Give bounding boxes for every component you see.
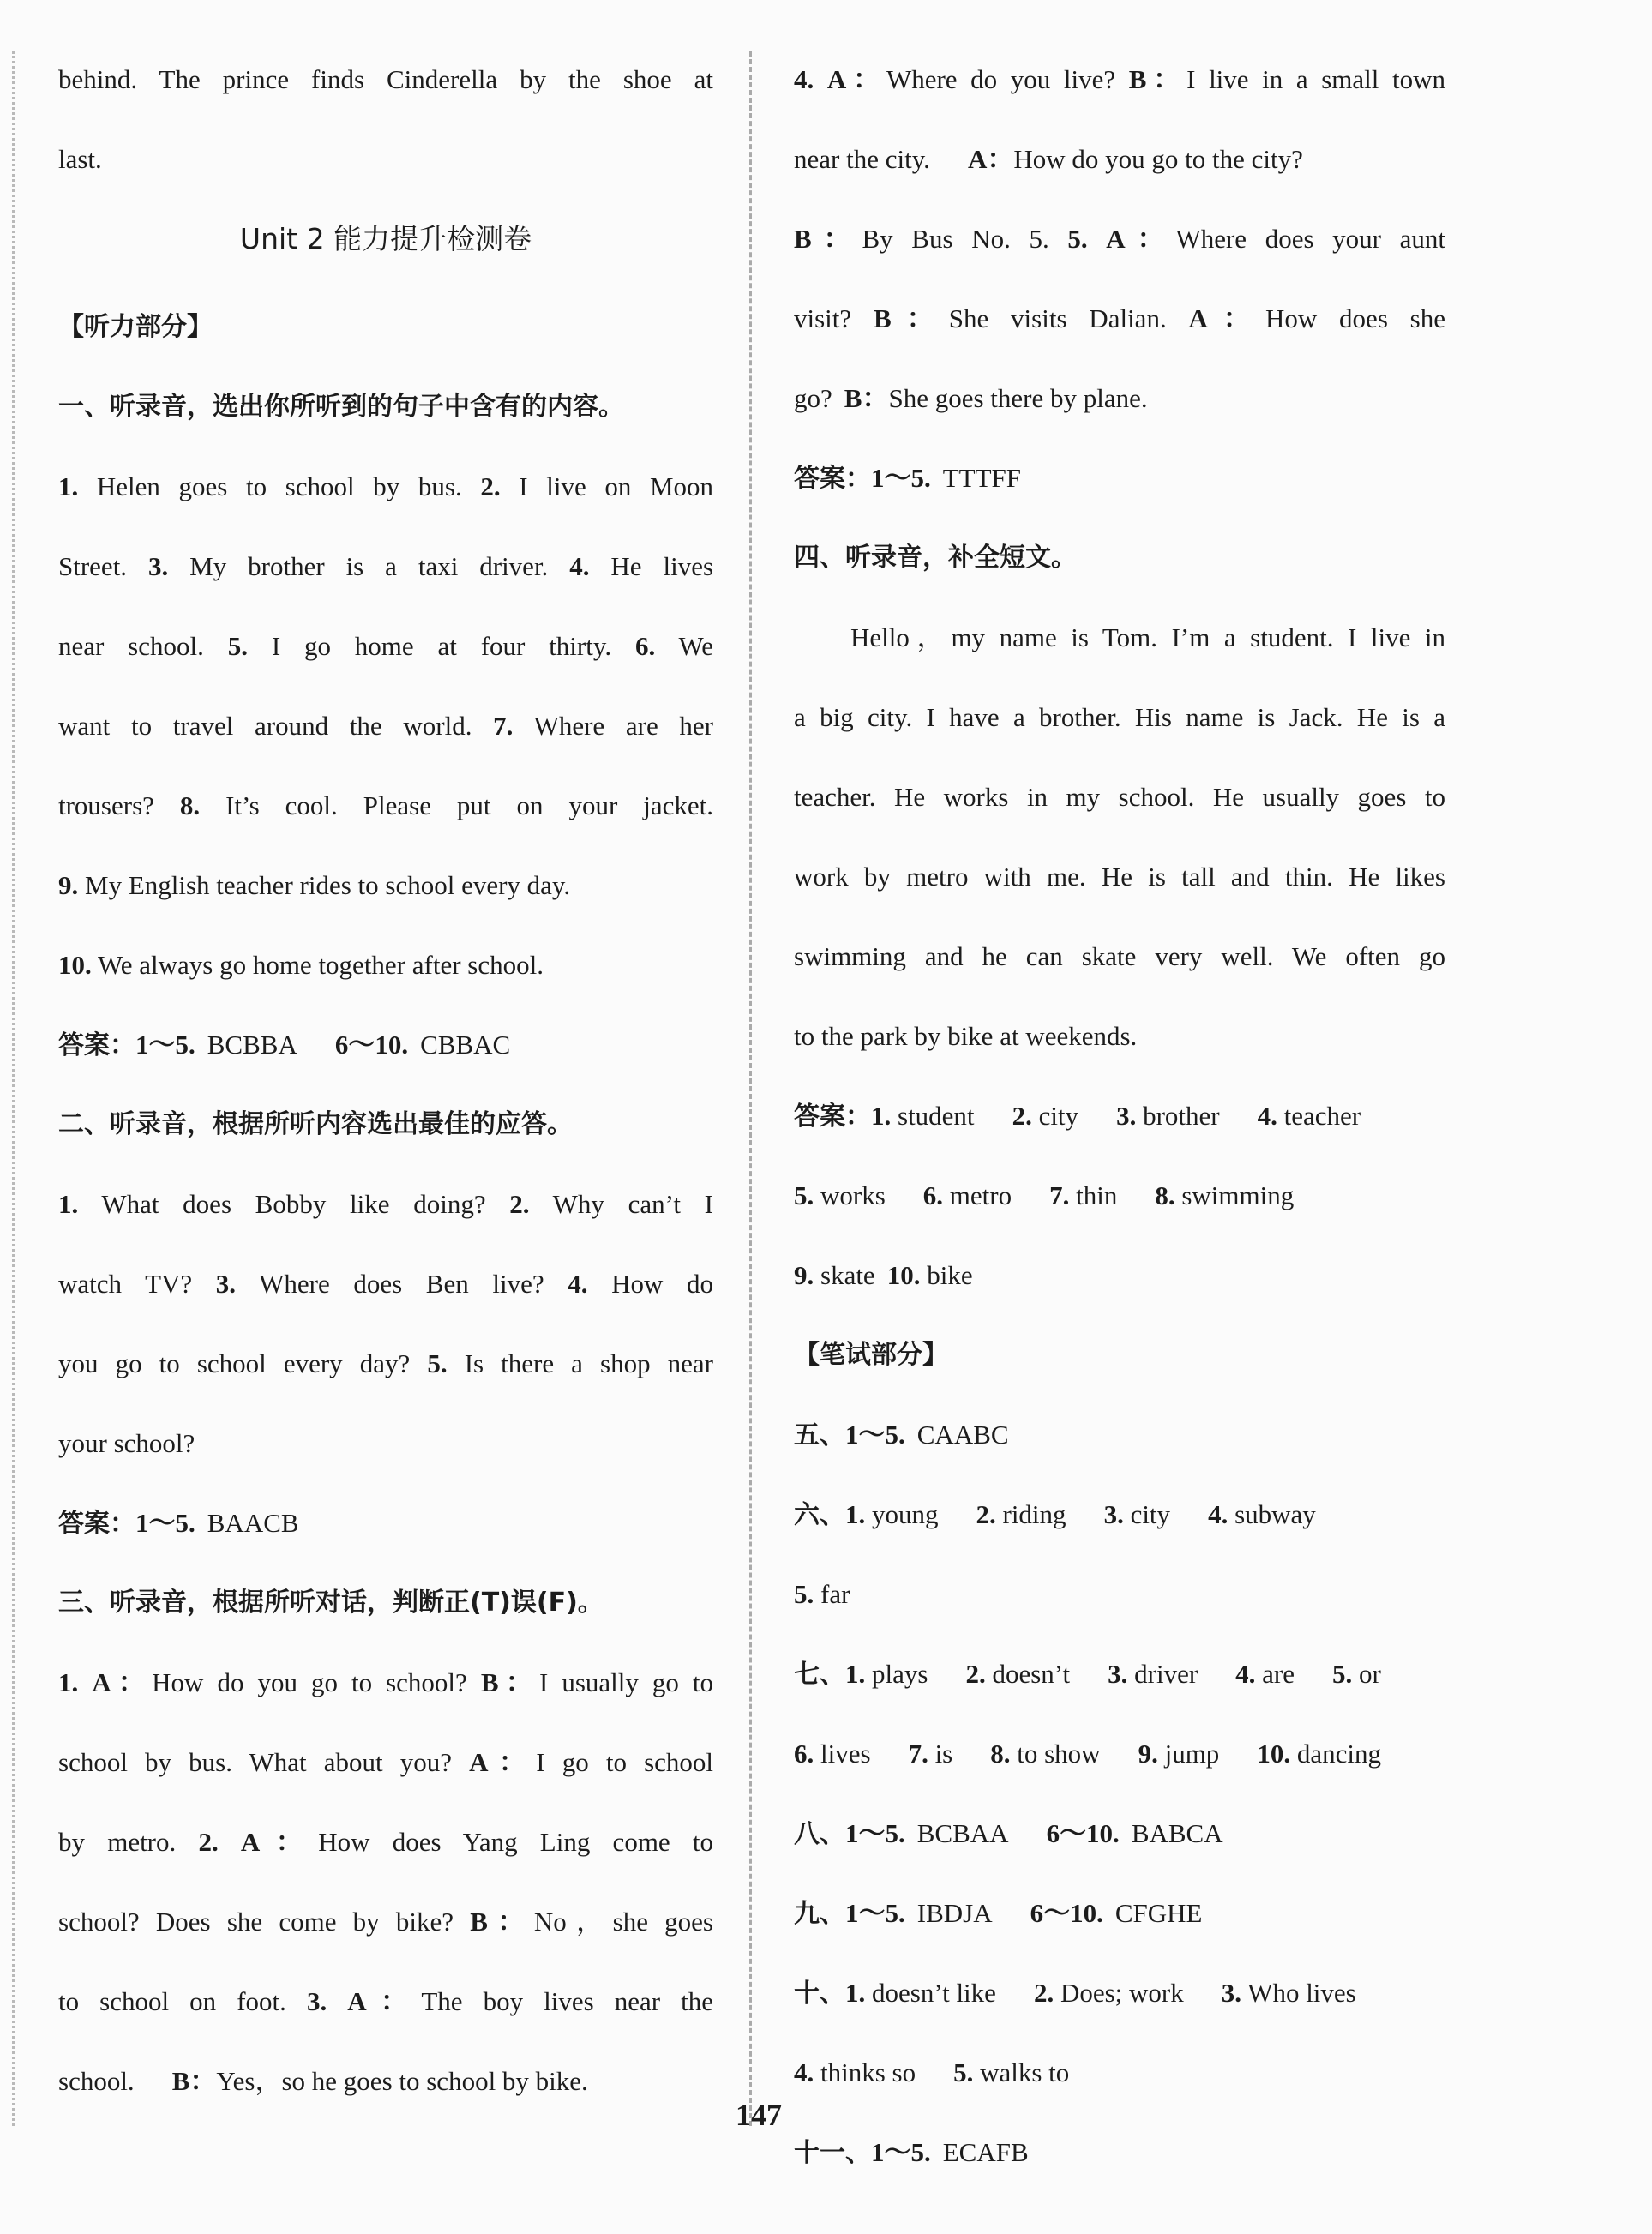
text-line: B：By Bus No. 5. 5. A：Where does your aunt	[794, 224, 1446, 254]
text-line: visit? B：She visits Dalian. A：How does she	[794, 303, 1445, 333]
answer-line: 答案：1～5. BAACB	[58, 1508, 299, 1539]
section-9-answers: 九、1～5. IBDJA 6～10. CFGHE	[794, 1898, 1203, 1929]
text-line: school. B：Yes，so he goes to school by bike.	[58, 2066, 588, 2096]
section-7-answers: 6. lives 7. is 8. to show 9. jump 10. dancing	[794, 1739, 1381, 1769]
section-title: 三、听录音，根据所听对话，判断正(T)误(F)。	[58, 1588, 604, 1618]
continued-text-line: last.	[58, 144, 102, 174]
text-line: near school. 5. I go home at four thirty. 6. We	[58, 631, 714, 661]
answer-line: 答案：1～5. TTTFF	[794, 463, 1022, 494]
section-3-continued	[794, 62, 1445, 540]
section-10-answers: 4. thinks so 5. walks to	[794, 2057, 1070, 2087]
answer-line: 答案：1～5. BCBBA 6～10. CBBAC	[58, 1030, 511, 1060]
section-7-answers: 七、1. plays 2. doesn’t 3. driver 4. are 5. or	[794, 1659, 1381, 1690]
section-6-answers: 六、1. young 2. riding 3. city 4. subway	[794, 1499, 1316, 1530]
written-section-label: 【笔试部分】	[794, 1340, 948, 1370]
text-line: your school?	[58, 1428, 195, 1458]
text-line: trousers? 8. It’s cool. Please put on your jacket.	[58, 790, 714, 820]
text-line: 4. A：Where do you live? B：I live in a small town	[794, 64, 1446, 94]
right-column	[794, 62, 1445, 2214]
answer-line: 答案：1. student 2. city 3. brother 4. teacher	[794, 1101, 1361, 1132]
column-divider	[749, 51, 752, 2126]
answer-line: 9. skate 10. bike	[794, 1260, 973, 1290]
section-1	[58, 389, 713, 1107]
passage-line: teacher. He works in my school. He usually goes to	[794, 782, 1445, 812]
text-line: near the city. A：How do you go to the city?	[794, 144, 1303, 174]
text-line: school? Does she come by bike? B：No，she goes	[58, 1907, 713, 1937]
text-line: watch TV? 3. Where does Ben live? 4. How do	[58, 1269, 714, 1299]
text-line: to school on foot. 3. A：The boy lives near the	[58, 1986, 714, 2016]
section-10-answers: 十、1. doesn’t like 2. Does; work 3. Who lives	[794, 1978, 1356, 2009]
unit-title: Unit 2 能力提升检测卷	[239, 222, 532, 255]
section-title: 二、听录音，根据所听内容选出最佳的应答。	[58, 1109, 573, 1139]
section-5-answers: 五、1～5. CAABC	[794, 1420, 1009, 1450]
answer-line: 5. works 6. metro 7. thin 8. swimming	[794, 1180, 1295, 1210]
section-title: 四、听录音，补全短文。	[794, 543, 1077, 573]
continued-text-line: behind. The prince finds Cinderella by the shoe at	[58, 64, 713, 94]
page-number: 147	[736, 2098, 782, 2132]
section-8-answers: 八、1～5. BCBAA 6～10. BABCA	[794, 1818, 1223, 1849]
passage-line: work by metro with me. He is tall and thin. He likes	[794, 862, 1445, 892]
text-line: go? B：She goes there by plane.	[794, 383, 1148, 413]
text-line: 1. Helen goes to school by bus. 2. I live on Moon	[58, 471, 714, 501]
text-line: 1. A：How do you go to school? B：I usually go to	[58, 1667, 714, 1697]
text-line: Street. 3. My brother is a taxi driver. 4. He lives	[58, 551, 714, 581]
listening-section-label: 【听力部分】	[58, 312, 213, 342]
section-4	[794, 540, 1445, 1337]
binding-edge-dots	[12, 51, 15, 2126]
text-line: want to travel around the world. 7. Where are her	[58, 711, 713, 741]
passage-line: swimming and he can skate very well. We often go	[794, 941, 1445, 971]
text-line: 10. We always go home together after school.	[58, 950, 544, 980]
text-line: by metro. 2. A：How does Yang Ling come to	[58, 1827, 714, 1857]
section-11-answers: 十一、1～5. ECAFB	[794, 2137, 1029, 2168]
text-line: 9. My English teacher rides to school every day.	[58, 870, 571, 900]
text-line: 1. What does Bobby like doing? 2. Why can’t I	[58, 1189, 713, 1219]
passage-line: to the park by bike at weekends.	[794, 1021, 1138, 1051]
section-6-answers: 5. far	[794, 1579, 850, 1609]
section-title: 一、听录音，选出你所听到的句子中含有的内容。	[58, 392, 624, 422]
passage-line: Hello，my name is Tom. I’m a student. I live in	[850, 622, 1445, 652]
text-line: school by bus. What about you? A：I go to school	[58, 1747, 714, 1777]
text-line: you go to school every day? 5. Is there a shop near	[58, 1348, 713, 1378]
left-column	[58, 62, 713, 2143]
passage-line: a big city. I have a brother. His name is Jack. He is a	[794, 702, 1445, 732]
section-3	[58, 1585, 713, 2143]
section-2	[58, 1107, 713, 1585]
